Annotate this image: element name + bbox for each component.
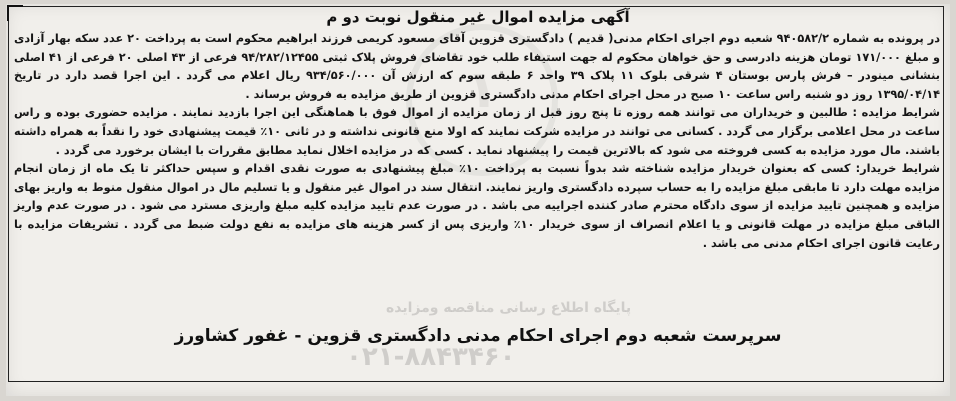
notice-title: آگهی مزایده اموال غیر منقول نوبت دو م bbox=[326, 8, 630, 26]
watermark-seal: ۱ bbox=[406, 24, 558, 176]
notice-page bbox=[6, 4, 950, 396]
notice-body bbox=[14, 30, 940, 253]
notice-signature: سرپرست شعبه دوم اجرای احکام مدنی دادگستری قزوین - غفور کشاورز bbox=[174, 326, 782, 346]
watermark-site-text: پایگاه اطلاع رسانی مناقصه ومزایده bbox=[386, 300, 632, 316]
paragraph-auction-conditions: شرایط مزایده : طالبین و خریداران می توانند همه روزه تا پنج روز قبل از زمان مزایده از اموال فوق با هماهنگی این اجرا بازدید نمایند . مزایده حضوری بوده و راس ساعت در محل اعلامی برگزار می گردد . کسانی می توانند در مزایده شرکت نمایند که اولا منع قانونی نداشته و در ثانی ۱۰٪ قیمت پیشنهادی خود را نقداً به همراه داشته باشند. مال مورد مزایده به کسی فروخته می شود که بالاترین قیمت را پیشنهاد نماید . کسی که در مزایده اخلال نماید مطابق مقررات با ایشان برخورد می گردد . bbox=[14, 106, 941, 157]
watermark-phone-text: ۰۲۱-۸۸۴۳۴۶۰ bbox=[346, 342, 516, 372]
paragraph-buyer-conditions: شرایط خریدار: کسی که بعنوان خریدار مزایده شناخته شد بدواً نسبت به پرداخت ۱۰٪ مبلغ پیشنهادی به صورت نقدی اقدام و سپس حداکثر تا یک ماه از زمان انجام مزایده مهلت دارد تا مابقی مبلغ مزایده را به حساب سپرده دادگستری واریز نمایند. انتقال سند در اموال غیر منقول و یا تسلیم مال در اموال منقول منوط به واریز بهای مزایده و همچنین تایید مزایده از سوی دادگاه محترم صادر کننده اجراییه می باشد . در صورت عدم تایید مزایده کلیه مبلغ واریزی مسترد می شود . در صورت عدم واریز الباقی مبلغ مزایده در مهلت قانونی و یا اعلام انصراف از سوی خریدار ۱۰٪ واریزی پس از کسر هزینه های مزایده به نفع دولت ضبط می گردد . تشریفات مزایده با رعایت قانون اجرای احکام مدنی می باشد . bbox=[14, 162, 940, 250]
paragraph-case-details: در پرونده به شماره ۹۴۰۵۸۲/۲ شعبه دوم اجرای احکام مدنی( قدیم ) دادگستری قزوین آقای مسعود کریمی فرزند ابراهیم محکوم است به پرداخت ۲۰ عدد سکه بهار آزادی و مبلغ ۱۷۱/۰۰۰ تومان هزینه دادرسی و حق خواهان محکوم له جهت استیفاء طلب خود تقاضای فروش پلاک ثبتی ۹۴/۲۸۲/۱۲۴۵۵ فرعی از ۴۳ اصلی ۲۰ فرعی از ۴۱ اصلی بنشانی مینودر – فرش پارس بوستان ۴ شرقی بلوک ۱۱ پلاک ۳۹ واحد ۶ طبقه سوم که ارزش آن ۹۳۴/۵۶۰/۰۰۰ ریال اعلام می گردد . این اجرا قصد دارد در تاریخ ۱۳۹۵/۰۴/۱۴ روز دو شنبه راس ساعت ۱۰ صبح در محل اجرای احکام مدنی دادگستری قزوین از طریق مزایده به فروش برساند . bbox=[14, 32, 940, 101]
